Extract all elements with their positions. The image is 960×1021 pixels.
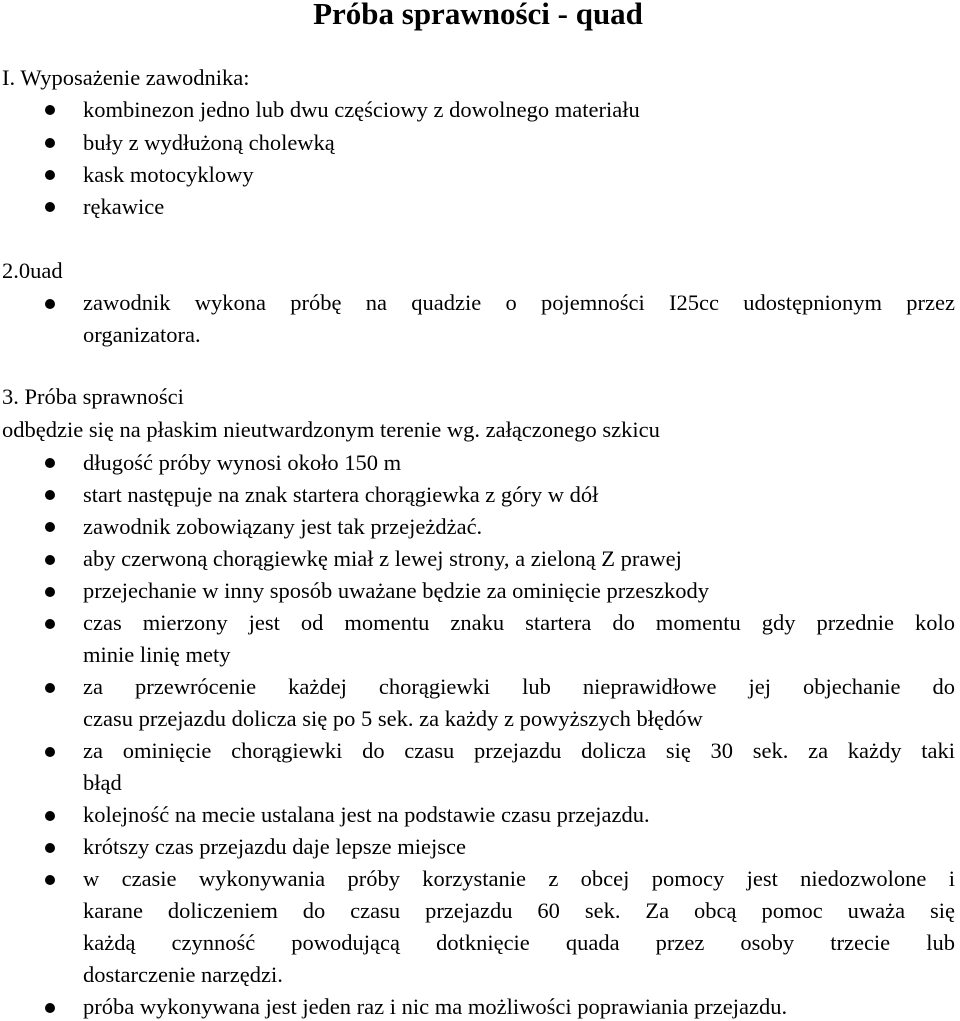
bullet-icon <box>45 138 55 148</box>
rule-item-miss-line-1: za ominięcie chorągiewki do czasu przejazdu dolicza się 30 sek. za każdy taki <box>83 738 955 763</box>
bullet-icon <box>45 619 55 629</box>
rule-item-overturn-line-1: za przewrócenie każdej chorągiewki lub nieprawidłowe jej objechanie do <box>83 674 955 699</box>
bullet-icon <box>45 105 55 115</box>
rule-item-time-line-2: minie linię mety <box>83 642 231 667</box>
bullet-icon <box>45 1003 55 1013</box>
rule-item-length: długość próby wynosi około 150 m <box>83 450 402 475</box>
bullet-icon <box>45 811 55 821</box>
rule-item-order: kolejność na mecie ustalana jest na podstawie czasu przejazdu. <box>83 802 650 827</box>
equipment-item-gloves: rękawice <box>83 194 165 219</box>
section-3-intro: odbędzie się na płaskim nieutwardzonym terenie wg. załączonego szkicu <box>2 417 660 442</box>
rule-item-final: próba wykonywana jest jeden raz i nic ma możliwości poprawiania przejazdu. <box>83 994 788 1019</box>
rule-item-help-line-3: każdą czynność powodującą dotknięcie quada przez osoby trzecie lub <box>83 930 955 955</box>
rule-item-overturn-line-2: czasu przejazdu dolicza się po 5 sek. za każdy z powyższych błędów <box>83 706 703 731</box>
bullet-icon <box>45 202 55 212</box>
rule-item-shorter-time: krótszy czas przejazdu daje lepsze miejsce <box>83 834 466 859</box>
rule-item-time-line-1: czas mierzony jest od momentu znaku startera do momentu gdy przednie kolo <box>83 610 955 635</box>
bullet-icon <box>45 490 55 500</box>
section-1-heading: I. Wyposażenie zawodnika: <box>2 65 250 90</box>
rule-item-help-line-4: dostarczenie narzędzi. <box>83 962 283 987</box>
rule-item-start: start następuje na znak startera chorągiewka z góry w dół <box>83 482 599 507</box>
bullet-icon <box>45 843 55 853</box>
rule-item-flags: aby czerwoną chorągiewkę miał z lewej strony, a zieloną Z prawej <box>83 546 682 571</box>
section-2-heading: 2.0uad <box>2 258 63 283</box>
rule-item-obliged: zawodnik zobowiązany jest tak przejeżdżać. <box>83 514 483 539</box>
rule-item-help-line-2: karane doliczeniem do czasu przejazdu 60 sek. Za obcą pomoc uważa się <box>83 898 955 923</box>
bullet-icon <box>45 587 55 597</box>
equipment-item-helmet: kask motocyklowy <box>83 162 254 187</box>
rule-item-other-way: przejechanie w inny sposób uważane będzie za ominięcie przeszkody <box>83 578 709 603</box>
equipment-item-suit: kombinezon jedno lub dwu częściowy z dowolnego materiału <box>83 97 640 122</box>
bullet-icon <box>45 683 55 693</box>
rule-item-help-line-1: w czasie wykonywania próby korzystanie z obcej pomocy jest niedozwolone i <box>83 866 955 891</box>
bullet-icon <box>45 747 55 757</box>
bullet-icon <box>45 170 55 180</box>
bullet-icon <box>45 299 55 309</box>
rule-item-miss-line-2: błąd <box>83 770 122 795</box>
equipment-item-boots: buły z wydłużoną cholewką <box>83 130 335 155</box>
section-3-heading: 3. Próba sprawności <box>2 384 184 409</box>
quad-item-line-2: organizatora. <box>83 322 201 347</box>
bullet-icon <box>45 555 55 565</box>
quad-item-line-1: zawodnik wykona próbę na quadzie o pojemności I25cc udostępnionym przez <box>83 290 955 315</box>
document-title: Próba sprawności - quad <box>313 0 643 31</box>
bullet-icon <box>45 875 55 885</box>
bullet-icon <box>45 458 55 468</box>
bullet-icon <box>45 522 55 532</box>
